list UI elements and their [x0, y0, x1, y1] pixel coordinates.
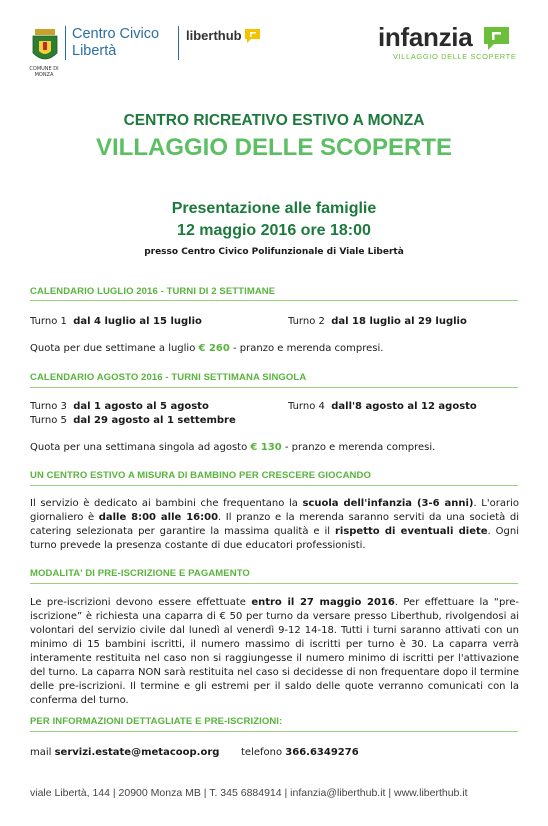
turno-5 [30, 414, 236, 428]
centro-line1: Centro Civico [72, 26, 160, 42]
presentation-heading: Presentazione alle famiglie [171, 200, 377, 217]
iscrizione-text-2: . Per effettuare la “pre-iscrizione” è richiesta una caparra di € 50 per turno da versare presso Liberthub, rivolgendosi ai volontari del servizio civile dal lunedì al venerdì 9-12 14-18. Tutti i turni saranno attivati con un minimo di 15 bambini iscritti, il numero massimo di iscritti per turno è 30. La caparra verrà interamente restituita nel caso non si raggiungesse il numero minimo di iscritti per l'attivazione del turno. La caparra NON sarà restituita nel caso si decidesse di non frequentare dopo il termine delle pre-iscrizioni. Il termine e gli estremi per il saldo delle quote verranno comunicati con la conferma del turno. [30, 597, 520, 706]
presentation-location: presso Centro Civico Polifunzionale di Viale Libertà [144, 247, 404, 257]
turno2-dates: dal 18 luglio al 29 luglio [331, 316, 467, 327]
july-quota-price: € 260 [198, 343, 230, 354]
turno5-label: Turno 5 [30, 415, 67, 426]
turno-2 [288, 315, 467, 329]
centro-line2: Libertà [72, 43, 117, 59]
august-quota [30, 441, 435, 455]
liberthub-logo [186, 28, 260, 43]
footer-contacts: viale Libertà, 144 | 20900 Monza MB | T. 345 6884914 | infanzia@liberthub.it | www.liberthub.it [30, 787, 468, 799]
july-quota [30, 342, 383, 356]
liberthub-flag-icon [245, 29, 260, 43]
section-divider [30, 485, 518, 486]
title-line2: VILLAGGIO DELLE SCOPERTE [95, 134, 453, 161]
servizio-bold-1: scuola dell'infanzia (3-6 anni) [302, 498, 474, 509]
turno-4 [288, 400, 477, 414]
section-divider [30, 387, 518, 388]
phone-label: telefono [241, 747, 286, 758]
august-quota-price: € 130 [250, 442, 282, 453]
turno5-dates: dal 29 agosto al 1 settembre [73, 415, 236, 426]
info-heading: PER INFORMAZIONI DETTAGLIATE E PRE-ISCRIZIONI: [30, 716, 283, 727]
turno3-label: Turno 3 [30, 401, 67, 412]
comune-label: COMUNE DI MONZA [29, 66, 59, 78]
july-heading: CALENDARIO LUGLIO 2016 - TURNI DI 2 SETTIMANE [30, 286, 276, 297]
section-divider [30, 300, 518, 301]
presentation-date: 12 maggio 2016 ore 18:00 [177, 222, 371, 239]
servizio-heading: UN CENTRO ESTIVO A MISURA DI BAMBINO PER CRESCERE GIOCANDO [30, 470, 371, 481]
turno4-dates: dall'8 agosto al 12 agosto [331, 401, 477, 412]
servizio-text-4: . Ogni turno prevede la presenza costante di due educatori professionisti. [30, 526, 519, 551]
mail-label: mail [30, 747, 55, 758]
centro-civico-logo [72, 26, 159, 60]
turno-1 [30, 315, 202, 329]
turno4-label: Turno 4 [288, 401, 325, 412]
turno2-label: Turno 2 [288, 316, 325, 327]
divider [65, 26, 66, 60]
section-divider [30, 583, 518, 584]
infanzia-subtitle: VILLAGGIO DELLE SCOPERTE [393, 52, 517, 61]
mail-address[interactable]: servizi.estate@metacoop.org [54, 747, 220, 758]
servizio-bold-2: dalle 8:00 alle 16:00 [98, 512, 219, 523]
servizio-bold-3: rispetto di eventuali diete [334, 526, 488, 537]
servizio-text-2: . L'orario giornaliero è [30, 498, 519, 523]
servizio-text-1: Il servizio è dedicato ai bambini che frequentano la [30, 498, 303, 509]
iscrizione-heading: MODALITA' DI PRE-ISCRIZIONE E PAGAMENTO [30, 568, 250, 579]
august-heading: CALENDARIO AGOSTO 2016 - TURNI SETTIMANA SINGOLA [30, 372, 307, 383]
info-mail [30, 746, 219, 760]
july-quota-text: Quota per due settimane a luglio [30, 343, 196, 354]
iscrizione-text-1: Le pre-iscrizioni devono essere effettuate [30, 597, 252, 608]
title-line1: CENTRO RICREATIVO ESTIVO A MONZA [123, 112, 425, 129]
august-quota-post: - pranzo e merenda compresi. [281, 442, 436, 453]
phone-number[interactable]: 366.6349276 [285, 747, 359, 758]
info-phone [241, 746, 359, 760]
servizio-text-3: . Il pranzo e la merenda saranno serviti da una società di catering selezionata per garantire la massima qualità e il [30, 512, 519, 537]
turno1-label: Turno 1 [30, 316, 67, 327]
infanzia-logo-title: infanzia [378, 22, 473, 52]
iscrizione-bold-1: entro il 27 maggio 2016 [251, 597, 395, 608]
july-quota-post: - pranzo e merenda compresi. [229, 343, 384, 354]
turno3-dates: dal 1 agosto al 5 agosto [73, 401, 209, 412]
servizio-paragraph [30, 497, 519, 553]
iscrizione-paragraph [30, 596, 519, 708]
monza-crest-icon [31, 29, 59, 65]
turno1-dates: dal 4 luglio al 15 luglio [73, 316, 202, 327]
liberthub-text: liberthub [186, 28, 242, 43]
august-quota-text: Quota per una settimana singola ad agosto [30, 442, 248, 453]
divider [178, 26, 179, 60]
turno-3 [30, 400, 209, 414]
section-divider [30, 731, 518, 732]
infanzia-flag-icon [484, 27, 509, 50]
